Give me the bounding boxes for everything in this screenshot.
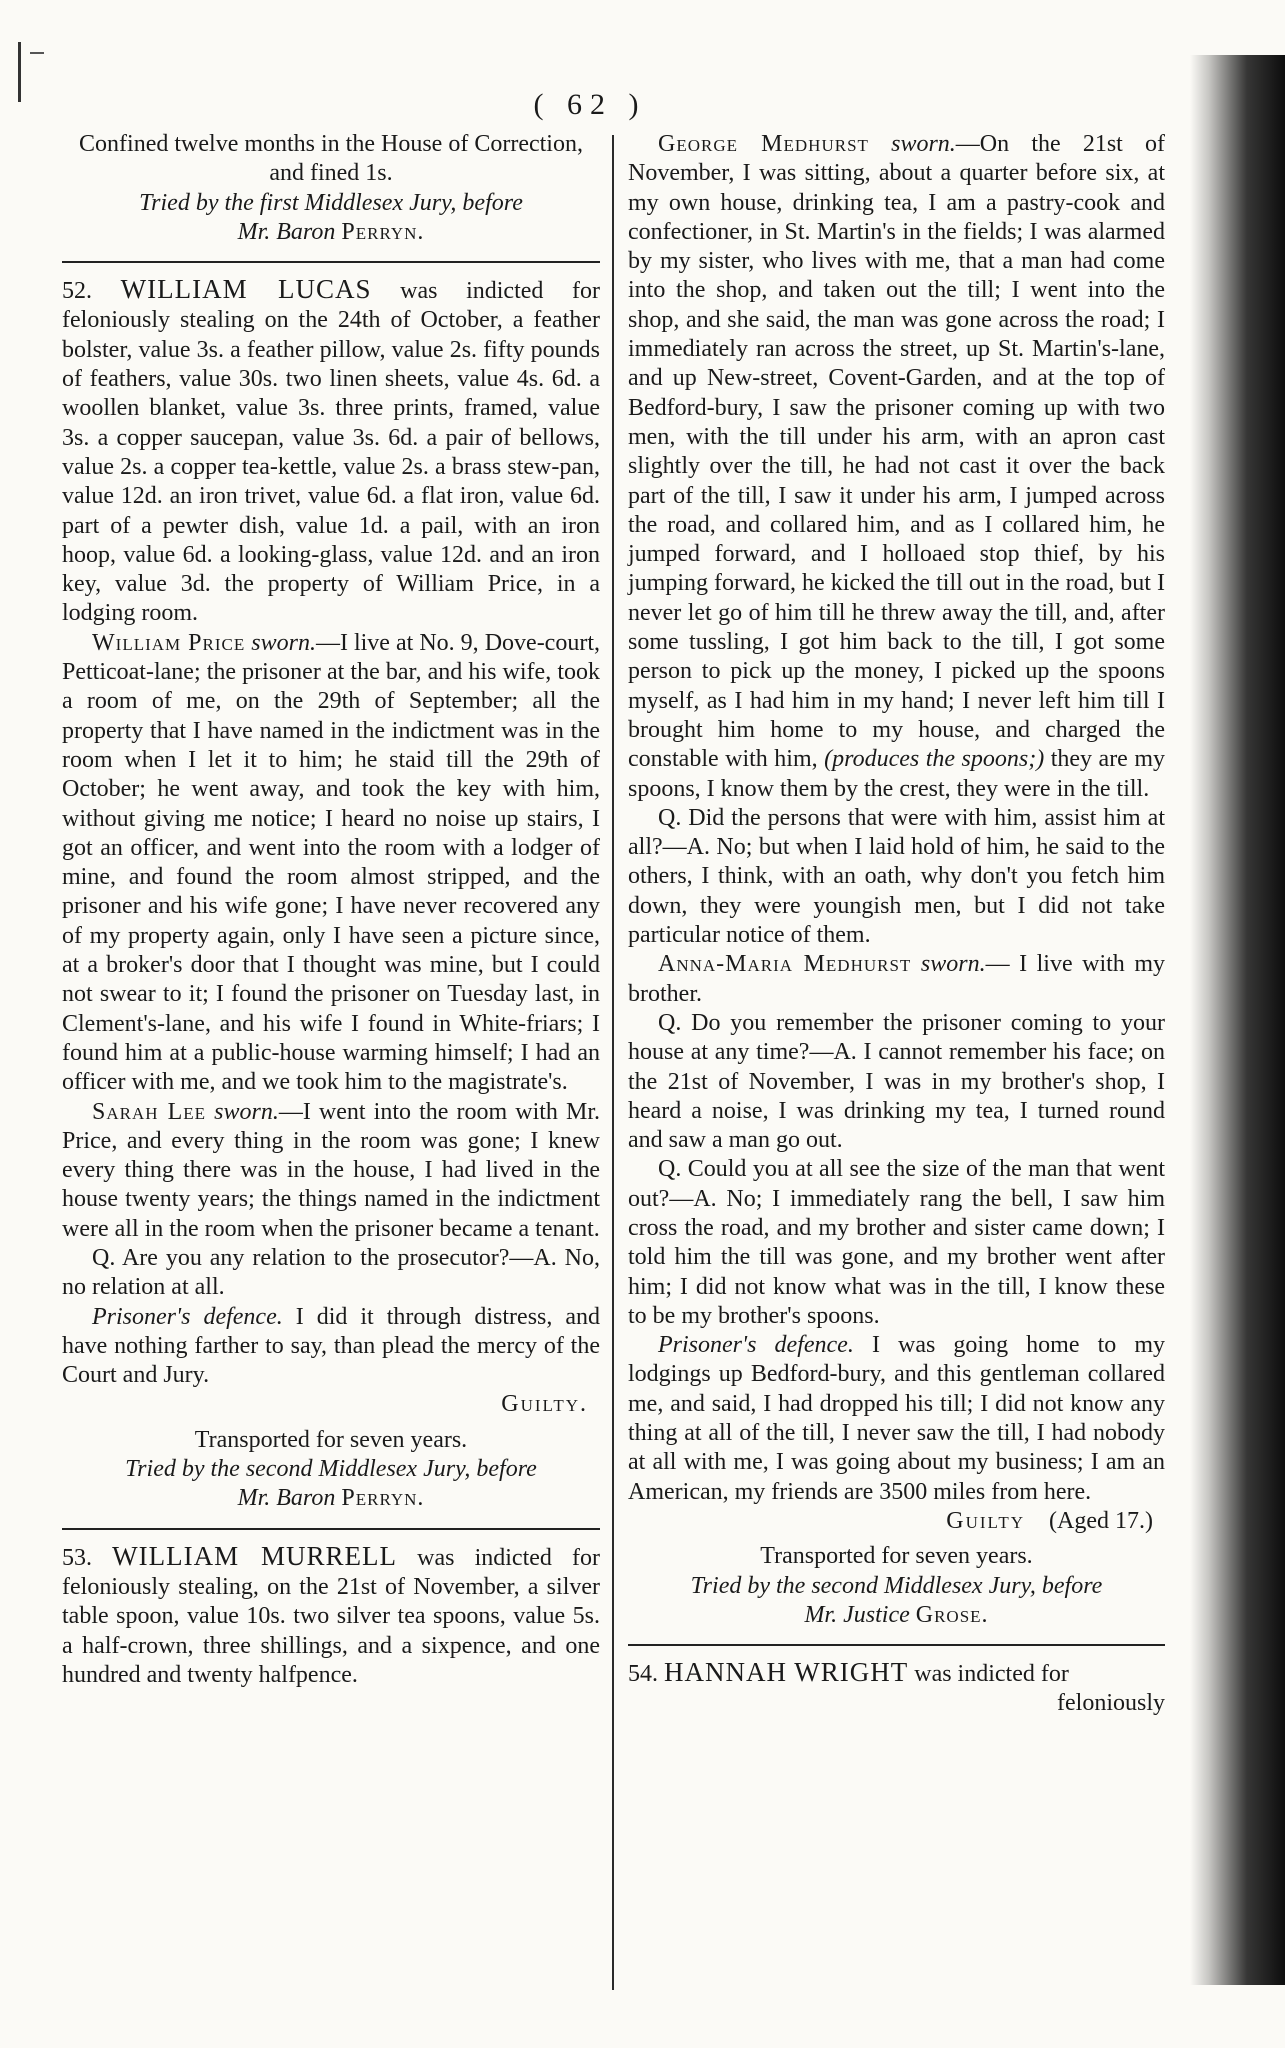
witness-name: Anna-Maria Medhurst [658,951,912,978]
column-divider [612,135,614,1990]
testimony-price: William Price sworn.—I live at No. 9, Dove-court, Petticoat-lane; the prisoner at the bar, and his wife, took a room of me, on the 29th of September; all the property that I have named in the indictment was in the room when I let it to him; he staid till the 29th of October; he went away, and took the key with him, without giving me notice; I heard no noise up stairs, I got an officer, and went into the room with a lodger of mine, and found the room almost stripped, and the prisoner and his wife gone; I have never recovered any of my property again, only I have seen a picture since, at a broker's door that I thought was mine, but I could not swear to it; I found the prisoner on Tuesday last, in Clement's-lane, and his wife I found in White-friars; I found him at a public-house warming himself; I had an officer with me, and we took him to the magistrate's. [62,629,600,1096]
testimony-anna-maria-medhurst: Anna-Maria Medhurst sworn.— I live with my brother. [628,951,1166,1007]
judge-name: Perryn. [341,1485,425,1512]
tried-line: Tried by the first Middlesex Jury, before Mr. Baron Perryn. [139,189,523,245]
defendant-name: HANNAH WRIGHT [664,1657,909,1688]
witness-name: Sarah Lee [92,1098,207,1125]
indictment-continuation: feloniously [1057,1690,1165,1717]
testimony-lee: Sarah Lee sworn.—I went into the room with Mr. Price, and every thing in the room was gone; I knew every thing there was in the house, I had lived in the house twenty years; the things named in the indictment were all in the room when the prisoner became a tenant. [62,1098,601,1242]
witness-name: William Price [92,629,246,656]
case-number: 54. [628,1661,658,1688]
case-number: 53. [62,1544,92,1571]
testimony-george-medhurst: George Medhurst sworn.—On the 21st of November, I was sitting, about a quarter before six, at my own house, drinking tea, I am a pastry-cook and confectioner, in St. Martin's in the fields; I was alarmed by my sister, who lives with me, that a man had come into the shop, and taken out the till; I went into the shop, and she said, the man was gone across the road; I immediately ran across the street, up St. Martin's-lane, and up New-street, Covent-Garden, and at the top of Bedford-bury, I saw the prisoner coming up with two men, with the till under his arm, with an apron cast slightly over the till, he had not cast it over the back part of the till, I saw it under his arm, I jumped across the road, and collared him, and as I collared him, he jumped forward, and I holloaed stop thief, by his jumping forward, he kicked the till out in the road, but I never let go of him till he threw away the till, and, after some tussling, I got him back to the till, I got some person to pick up the money, I picked up the spoons myself, as I had him in my hand; I never left him till I brought him home to my house, and charged the constable with him, (produces the spoons;) they are my spoons, I know them by the crest, they were in the till. [628,131,1166,802]
indictment-text: was indicted for feloniously stealing, on the 21st of November, a silver table spoon, value 10s. two silver tea spoons, value 5s. a half-crown, three shillings, and a sixpence, and one hundred and twenty halfpence. [62,1544,601,1688]
left-column [62,130,600,1690]
judge-name: Perryn. [341,218,425,245]
verdict: Guilty (Aged 17.) [946,1507,1153,1534]
scanned-page-edge-shadow [1190,55,1285,1985]
corner-mark [30,52,44,54]
section-rule [628,1644,1165,1646]
sentence-line: Transported for seven years. [194,1426,468,1453]
indictment-text: was indicted for feloniously stealing on the 24th of October, a feather bolster, value 3s. a feather pillow, value 2s. fifty pounds of feathers, value 30s. two linen sheets, value 4s. 6d. a woollen blanket, value 3s. three prints, framed, value 3s. a copper saucepan, value 3s. 6d. a pair of bellows, value 2s. a copper tea-kettle, value 2s. a brass stew-pan, value 12d. an iron trivet, value 6d. a flat iron, value 6d. part of a pewter dish, value 1d. a pail, with an iron hoop, value 6d. a looking-glass, value 12d. and an iron key, value 3d. the property of William Price, in a lodging room. [62,278,601,627]
right-column [628,130,1165,1719]
tried-line: Tried by the second Middlesex Jury, before Mr. Justice Grose. [690,1572,1103,1628]
prisoner-defence: Prisoner's defence. I was going home to my lodgings up Bedford-bury, and this gentleman collared me, and said, I had dropped his till; I did not know any thing at all of the till, I never saw the till, I had nobody at all with me, I was going about my business; I am an American, my friends are 3500 miles from here. [628,1332,1166,1505]
page-number: ( 62 ) [533,88,647,121]
case-52-heading [62,275,600,629]
witness-name: George Medhurst [658,131,869,157]
defendant-name: WILLIAM LUCAS [120,274,372,305]
judge-name: Grose. [915,1601,989,1628]
tried-line: Tried by the second Middlesex Jury, before Mr. Baron Perryn. [125,1456,537,1512]
defendant-name: WILLIAM MURRELL [112,1540,397,1571]
indictment-text: was indicted for [914,1661,1069,1688]
question-answer: Q. Did the persons that were with him, assist him at all?—A. No; but when I laid hold of him, he said to the others, I think, with an oath, why don't you fetch him down, they were youngish men, but I did not take particular notice of them. [628,804,1165,949]
question-answer: Q. Could you at all see the size of the man that went out?—A. No; I immediately rang the bell, I saw him cross the road, and my brother and sister came down; I told him the till was gone, and my brother went after him; I did not know what was in the till, I know these to be my brother's spoons. [628,1156,1165,1329]
case-53-heading [62,1542,600,1690]
case-54-heading [628,1658,1165,1689]
question-answer: Q. Are you any relation to the prosecutor?—A. No, no relation at all. [62,1244,600,1301]
stage-note: (produces the spoons;) [824,746,1045,773]
section-rule [62,261,600,263]
sentence-line: Transported for seven years. [760,1543,1033,1570]
verdict: Guilty. [501,1391,588,1418]
section-rule [62,1528,600,1530]
question-answer: Q. Do you remember the prisoner coming to your house at any time?—A. I cannot remember his face; on the 21st of November, I was in my brother's shop, I heard a noise, I was drinking my tea, I turned round and saw a man go out. [628,1009,1165,1154]
age-note: (Aged 17.) [1049,1507,1153,1534]
sentence-line: Confined twelve months in the House of Correction, and fined 1s. [79,131,583,187]
case-number: 52. [62,278,92,305]
prisoner-defence: Prisoner's defence. I did it through distress, and have nothing farther to say, than plead the mercy of the Court and Jury. [62,1303,601,1389]
